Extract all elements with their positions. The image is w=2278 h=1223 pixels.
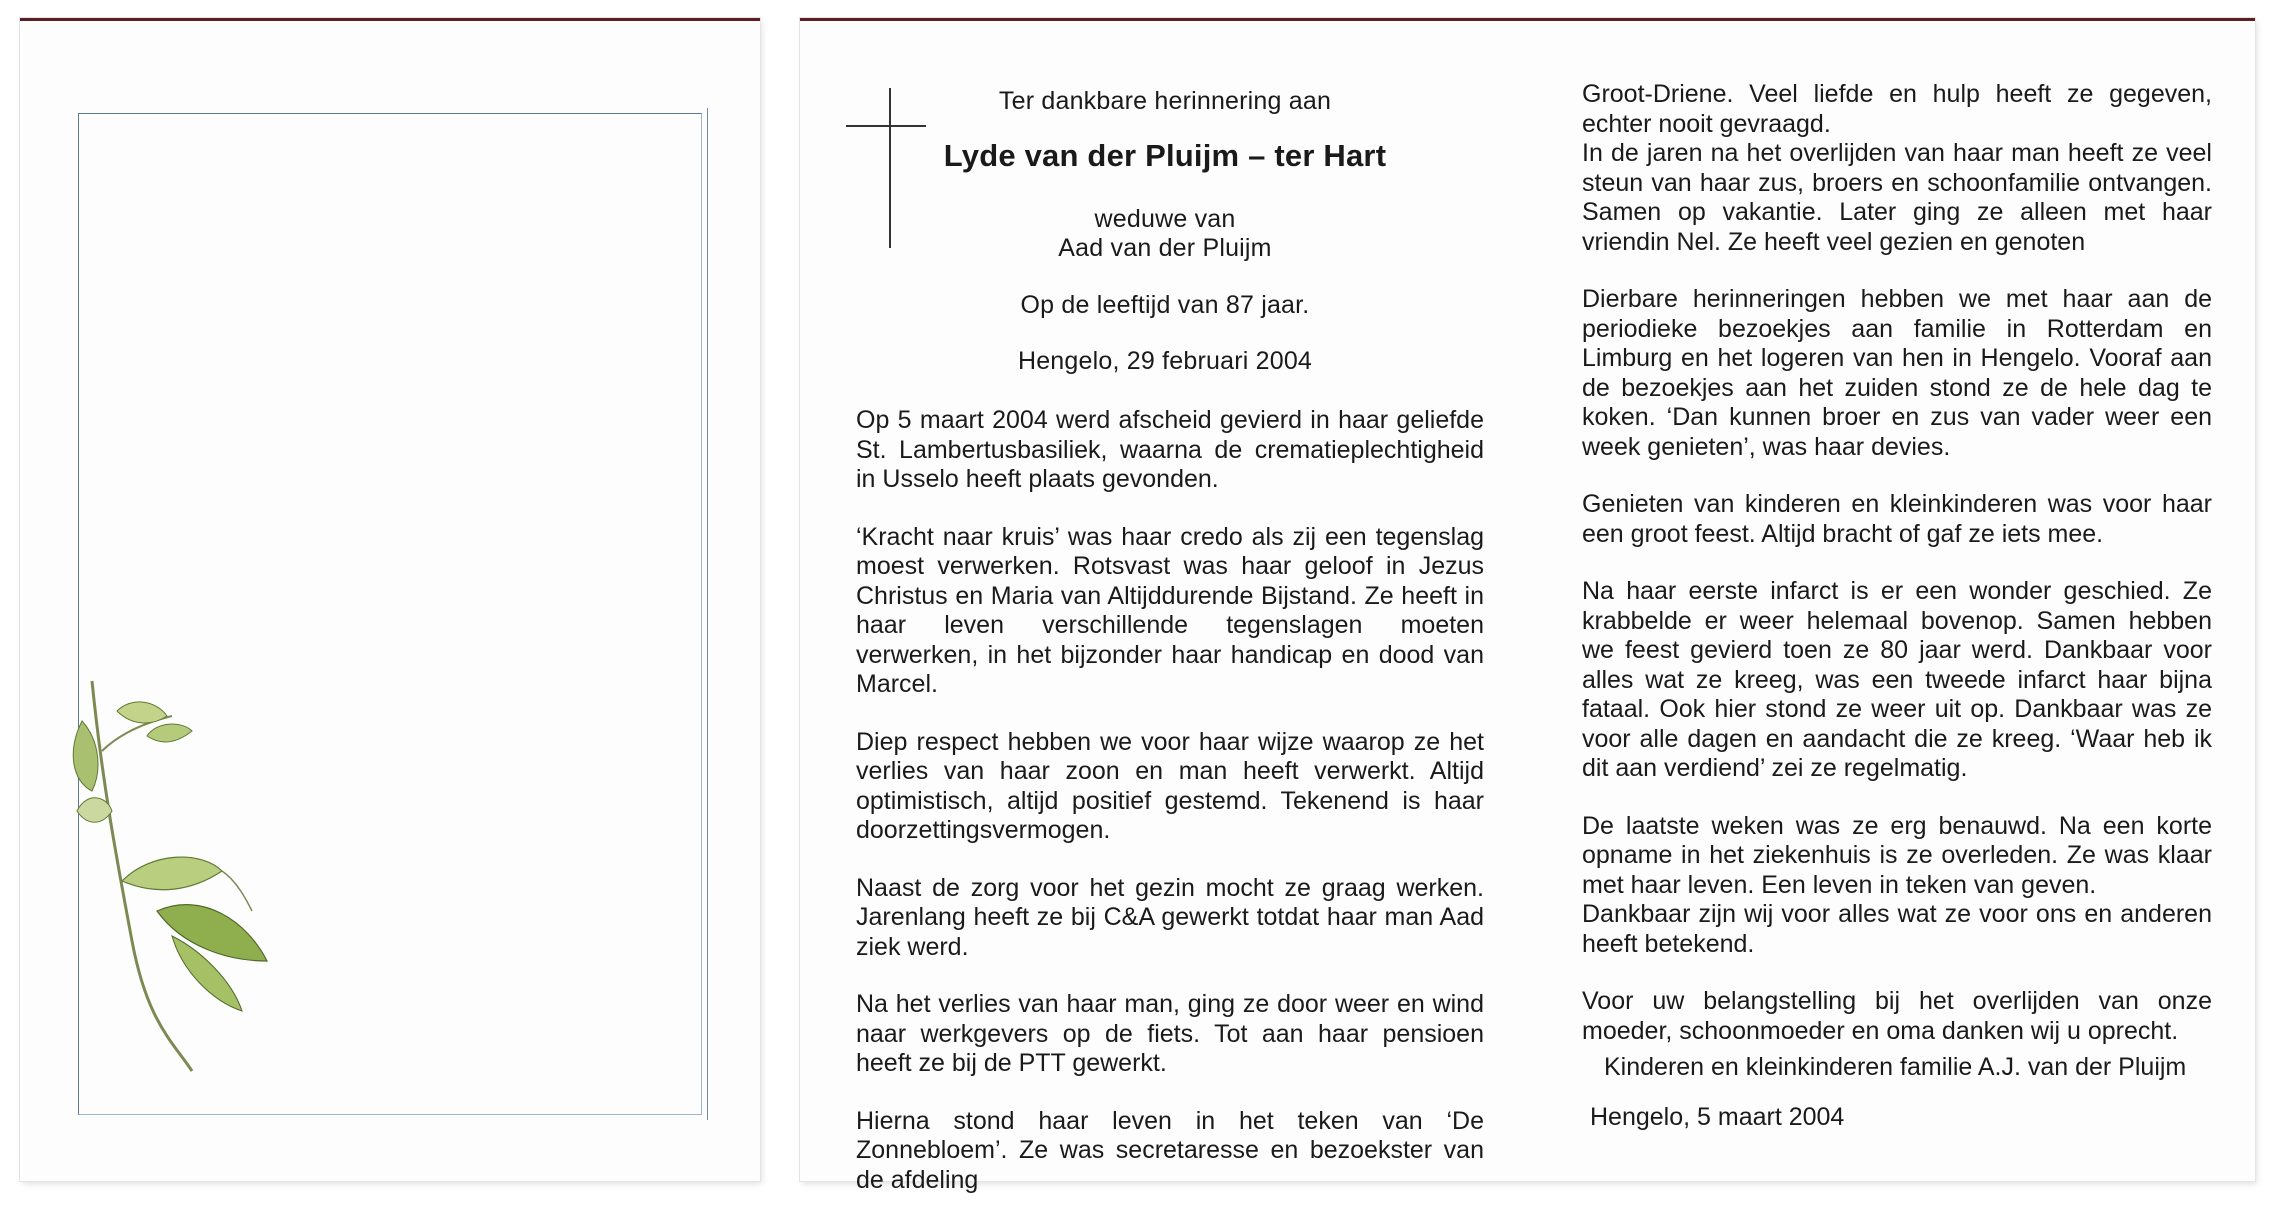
paragraph: ‘Kracht naar kruis’ was haar credo als zij een tegenslag moest verwerken. Rotsvast was haar geloof in Jezus Christus en Maria van Altijddurende Bijstand. Ze heeft in haar leven verschillende tegenslagen moeten verwerken, in het bijzonder haar handicap en dood van Marcel. [856, 522, 1484, 698]
paragraph: Voor uw belangstelling bij het overlijden van onze moeder, schoonmoeder en oma danken wij u oprecht. [1582, 987, 2212, 1045]
paragraph: Naast de zorg voor het gezin mocht ze graag werken. Jarenlang heeft ze bij C&A gewerkt totdat haar man Aad ziek werd. [856, 873, 1484, 961]
death-place-date: Hengelo, 29 februari 2004 [1017, 347, 1313, 375]
paragraph: Na haar eerste infarct is er een wonder geschied. Ze krabbelde er weer helemaal bovenop. Samen hebben we feest gevierd toen ze 80 jaar werd. Dankbaar voor alles wat ze kreeg, was een tweede infarct haar bijna fataal. Ook hier stond ze weer uit op. Dankbaar was ze voor alle dagen en aandacht die ze kreeg. ‘Waar heb ik dit aan verdiend’ zei ze regelmatig. [1582, 577, 2212, 782]
paragraph: Hierna stond haar leven in het teken van ‘De Zonnebloem’. Ze was secretaresse en bezoekster van de afdeling [856, 1106, 1484, 1194]
widow-of-text: weduwe van [1094, 205, 1236, 233]
paragraph: Groot-Driene. Veel liefde en hulp heeft ze gegeven, echter nooit gevraagd. [1582, 80, 2212, 138]
paragraph: Na het verlies van haar man, ging ze door weer en wind naar werkgevers op de fiets. Tot aan haar pensioen heeft ze bij de PTT gewerkt. [856, 990, 1484, 1077]
paragraph: Genieten van kinderen en kleinkinderen was voor haar een groot feest. Altijd bracht of gaf ze iets mee. [1582, 490, 2212, 548]
text-column-right [1582, 80, 2212, 1074]
signature-place-date: Hengelo, 5 maart 2004 [1590, 1103, 1845, 1131]
paragraph: In de jaren na het overlijden van haar man heeft ze veel steun van haar zus, broers en schoonfamilie ontvangen. Samen op vakantie. Later ging ze alleen met haar vriendin Nel. Ze heeft veel gezien en genoten [1582, 139, 2212, 256]
paragraph: Dankbaar zijn wij voor alles wat ze voor ons en anderen heeft betekend. [1582, 900, 2212, 958]
plant-illustration-icon [62, 661, 282, 1081]
paragraph: Op 5 maart 2004 werd afscheid gevierd in haar geliefde St. Lambertusbasiliek, waarna de crematieplechtigheid in Usselo heeft plaats gevonden. [856, 406, 1484, 493]
age-text: Op de leeftijd van 87 jaar. [1020, 291, 1310, 319]
husband-name: Aad van der Pluijm [1058, 234, 1272, 262]
paragraph: Diep respect hebben we voor haar wijze waarop ze het verlies van haar zoon en man heeft verwerkt. Altijd optimistisch, altijd positief gestemd. Tekenend is haar doorzettingsvermogen. [856, 727, 1484, 844]
text-column-left [856, 406, 1484, 1223]
family-signature: Kinderen en kleinkinderen familie A.J. van der Pluijm [1604, 1053, 2187, 1081]
deceased-name: Lyde van der Pluijm – ter Hart [943, 138, 1387, 173]
paragraph: De laatste weken was ze erg benauwd. Na een korte opname in het ziekenhuis is ze overleden. Ze was klaar met haar leven. Een leven in teken van geven. [1582, 811, 2212, 899]
left-card [20, 18, 760, 1181]
paragraph: Dierbare herinneringen hebben we met haar aan de periodieke bezoekjes aan familie in Rotterdam en Limburg en het logeren van hen in Hengelo. Vooraf aan de bezoekjes aan het zuiden stond ze de hele dag te koken. ‘Dan kunnen broer en zus van vader weer een week genieten’, was haar devies. [1582, 285, 2212, 461]
intro-text: Ter dankbare herinnering aan [998, 87, 1332, 115]
